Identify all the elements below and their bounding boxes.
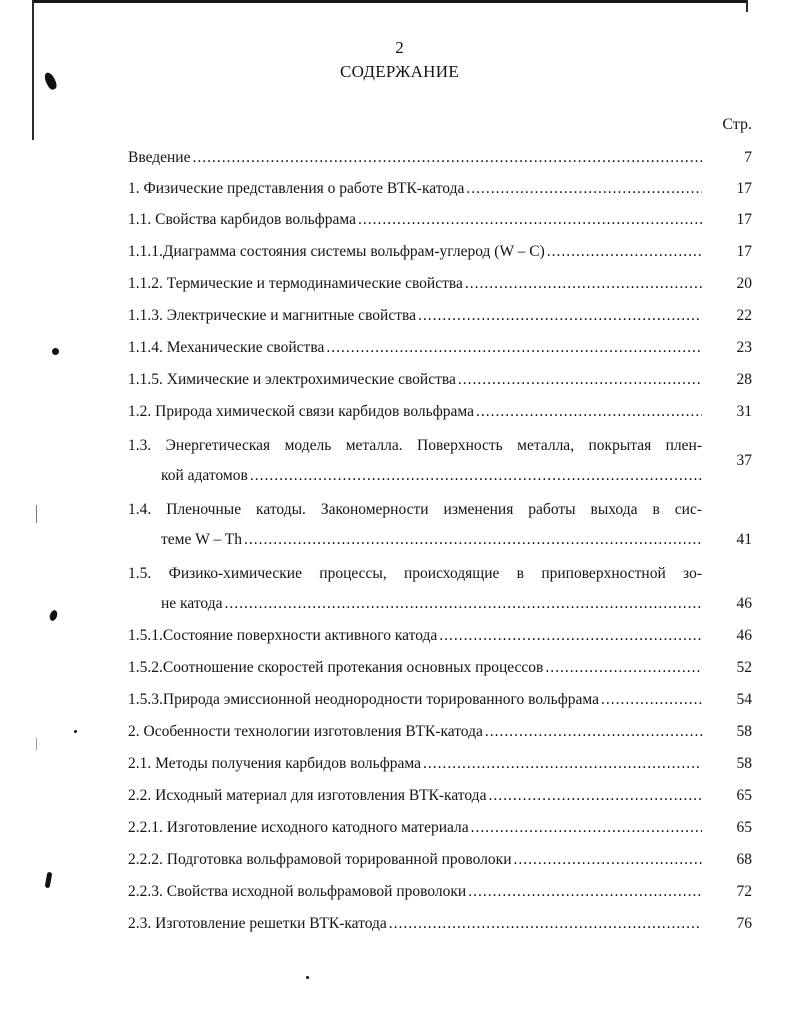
- toc-entry-multiline[interactable]: [0, 561, 799, 617]
- toc-entry-page: 65: [736, 819, 752, 836]
- toc-entry[interactable]: [0, 751, 799, 777]
- toc-entry-multiline[interactable]: [0, 497, 799, 553]
- toc-entry[interactable]: [0, 783, 799, 809]
- table-of-contents: [0, 145, 799, 945]
- toc-entry-page: 58: [736, 755, 752, 772]
- toc-entry[interactable]: [0, 655, 799, 681]
- page-column-header: Стр.: [722, 116, 752, 133]
- toc-entry[interactable]: [0, 145, 799, 171]
- toc-entry[interactable]: [0, 687, 799, 713]
- toc-entry-page: 7: [744, 149, 752, 166]
- toc-entry-page: 68: [736, 851, 752, 868]
- toc-entry-title: 1.2. Природа химической связи карбидов вольфрама: [128, 403, 474, 420]
- toc-entry-multiline[interactable]: [0, 433, 799, 489]
- toc-entry-title-line2: кой адатомов: [161, 467, 248, 484]
- toc-entry-page: 17: [736, 180, 752, 197]
- toc-entry-title: 1.5.2.Соотношение скоростей протекания основных процессов: [128, 659, 544, 676]
- toc-entry-title: 1.5.3.Природа эмиссионной неоднородности торированного вольфрама: [128, 691, 599, 708]
- toc-entry-page: 72: [736, 883, 752, 900]
- toc-entry[interactable]: [0, 815, 799, 841]
- toc-entry-title: 1.1. Свойства карбидов вольфрама: [128, 211, 356, 228]
- toc-entry-page: 31: [736, 403, 752, 420]
- toc-entry-page: 37: [736, 452, 752, 469]
- toc-entry[interactable]: [0, 847, 799, 873]
- page-title: СОДЕРЖАНИЕ: [339, 62, 460, 81]
- page-number: 2: [395, 38, 404, 57]
- toc-entry-page: 22: [736, 307, 752, 324]
- toc-entry-page: 17: [736, 211, 752, 228]
- scan-border-top: [32, 0, 748, 3]
- toc-entry-page: 58: [736, 723, 752, 740]
- toc-entry-title-line1: 1.5. Физико-химические процессы, происходящие в приповерхностной зо-: [128, 565, 702, 582]
- toc-entry[interactable]: [0, 176, 799, 202]
- toc-entry-page: 20: [736, 275, 752, 292]
- toc-entry-page: 28: [736, 371, 752, 388]
- toc-entry[interactable]: [0, 623, 799, 649]
- toc-entry[interactable]: [0, 303, 799, 329]
- toc-entry-page: 46: [736, 627, 752, 644]
- toc-entry[interactable]: [0, 335, 799, 361]
- toc-entry-title: 2.1. Методы получения карбидов вольфрама: [128, 755, 421, 772]
- toc-entry-page: 23: [736, 339, 752, 356]
- toc-entry-title-line2: теме W – Th: [161, 531, 243, 548]
- scan-border-right: [746, 0, 748, 12]
- toc-entry-title: 2.2. Исходный материал для изготовления ВТК-катода: [128, 787, 487, 804]
- toc-entry-title: 2.2.2. Подготовка вольфрамовой торированной проволоки: [128, 851, 512, 868]
- toc-entry[interactable]: [0, 239, 799, 265]
- toc-entry[interactable]: [0, 879, 799, 905]
- toc-entry-title: 1.1.4. Механические свойства: [128, 339, 325, 356]
- toc-entry-title: 1.5.1.Состояние поверхности активного катода: [128, 627, 438, 644]
- toc-entry[interactable]: [0, 719, 799, 745]
- toc-entry-page: 17: [736, 243, 752, 260]
- toc-entry-page: 52: [736, 659, 752, 676]
- toc-entry-title: 2.3. Изготовление решетки ВТК-катода: [128, 915, 387, 932]
- toc-entry-page: 65: [736, 787, 752, 804]
- toc-entry[interactable]: [0, 911, 799, 937]
- toc-entry-title: 1. Физические представления о работе ВТК-катода: [128, 180, 465, 197]
- toc-entry-title-line2: не катода: [161, 595, 223, 612]
- toc-entry-page: 76: [736, 915, 752, 932]
- toc-entry-title: 2.2.1. Изготовление исходного катодного материала: [128, 819, 469, 836]
- toc-entry-title-line1: 1.3. Энергетическая модель металла. Поверхность металла, покрытая плен-: [128, 437, 702, 454]
- toc-entry-title-line1: 1.4. Пленочные катоды. Закономерности изменения работы выхода в сис-: [128, 501, 702, 518]
- scan-speck: [306, 976, 309, 979]
- toc-entry-title: 2. Особенности технологии изготовления ВТК-катода: [128, 723, 483, 740]
- toc-entry-page: 46: [736, 595, 752, 612]
- toc-entry-title: 2.2.3. Свойства исходной вольфрамовой проволоки: [128, 883, 467, 900]
- toc-entry[interactable]: [0, 367, 799, 393]
- toc-entry-page: 41: [736, 531, 752, 548]
- toc-entry-title: 1.1.1.Диаграмма состояния системы вольфрам-углерод (W – C): [128, 243, 545, 260]
- toc-entry-title: 1.1.2. Термические и термодинамические свойства: [128, 275, 463, 292]
- toc-entry-title: 1.1.5. Химические и электрохимические свойства: [128, 371, 456, 388]
- toc-entry[interactable]: [0, 399, 799, 425]
- toc-entry[interactable]: [0, 207, 799, 233]
- toc-entry-title: Введение: [128, 149, 191, 166]
- toc-entry-page: 54: [736, 691, 752, 708]
- toc-entry[interactable]: [0, 271, 799, 297]
- toc-entry-title: 1.1.3. Электрические и магнитные свойства: [128, 307, 416, 324]
